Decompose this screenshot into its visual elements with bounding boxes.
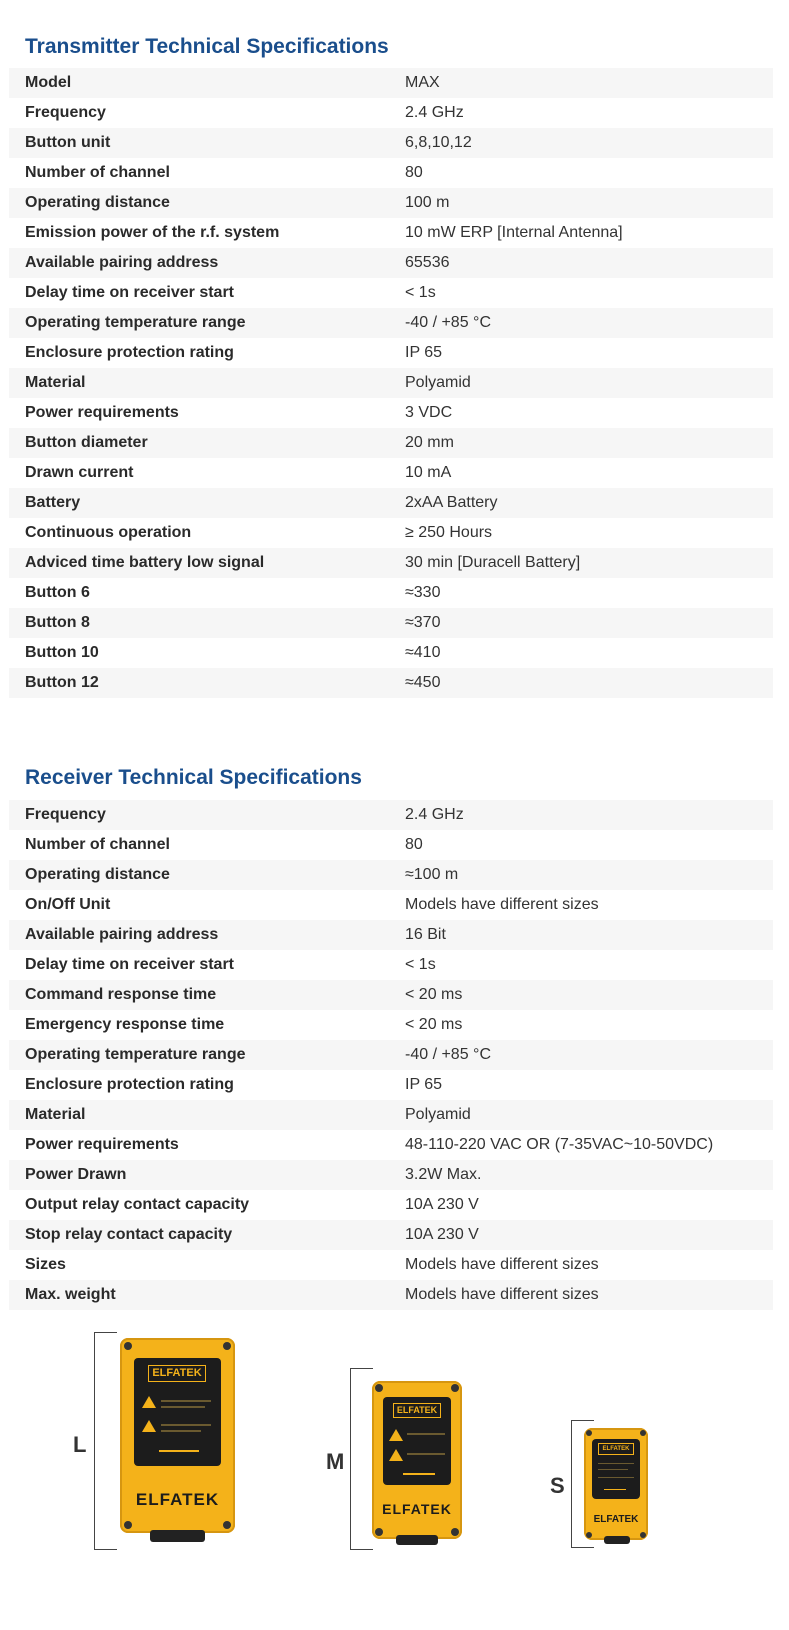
spec-row bbox=[9, 950, 773, 980]
screw-icon bbox=[451, 1528, 459, 1536]
spec-value: 48-110-220 VAC OR (7-35VAC~10-50VDC) bbox=[405, 1136, 714, 1153]
spec-label: Available pairing address bbox=[9, 920, 405, 950]
spec-label: Button diameter bbox=[9, 428, 405, 458]
spec-row bbox=[9, 638, 773, 668]
spec-row bbox=[9, 800, 773, 830]
spec-label: Emission power of the r.f. system bbox=[25, 224, 280, 241]
spec-label: Material bbox=[9, 1100, 405, 1130]
screw-icon bbox=[375, 1528, 383, 1536]
spec-label: Number of channel bbox=[25, 164, 170, 181]
spec-row bbox=[9, 278, 773, 308]
spec-row bbox=[9, 518, 773, 548]
screw-icon bbox=[223, 1521, 231, 1529]
device-medium bbox=[322, 1365, 472, 1550]
spec-label: Number of channel bbox=[25, 836, 170, 853]
spec-row bbox=[9, 488, 773, 518]
spec-label: On/Off Unit bbox=[25, 896, 111, 913]
spec-value: < 1s bbox=[405, 956, 436, 973]
spec-value: 10A 230 V bbox=[405, 1196, 479, 1213]
screw-icon bbox=[124, 1521, 132, 1529]
spec-label: Operating temperature range bbox=[9, 1040, 405, 1070]
warning-icon bbox=[142, 1396, 156, 1408]
spec-row bbox=[9, 98, 773, 128]
spec-value: 30 min [Duracell Battery] bbox=[405, 548, 773, 578]
spec-row bbox=[9, 188, 773, 218]
spec-value: ≈370 bbox=[405, 608, 773, 638]
spec-value: ≈330 bbox=[405, 584, 441, 601]
device-label-panel bbox=[592, 1439, 640, 1499]
warning-icon bbox=[389, 1449, 403, 1461]
spec-label: Power Drawn bbox=[9, 1160, 405, 1190]
warning-icon bbox=[142, 1420, 156, 1432]
spec-value: 10 mA bbox=[405, 464, 452, 481]
device-logo: ELFATEK bbox=[393, 1403, 441, 1418]
spec-row bbox=[9, 668, 773, 698]
spec-label: Button unit bbox=[9, 128, 405, 158]
spec-label: Enclosure protection rating bbox=[25, 344, 234, 361]
spec-value: < 1s bbox=[405, 284, 436, 301]
spec-label: Enclosure protection rating bbox=[25, 1076, 234, 1093]
spec-label: Continuous operation bbox=[25, 524, 192, 541]
spec-row bbox=[9, 1040, 773, 1070]
spec-value: < 20 ms bbox=[405, 1016, 463, 1033]
spec-row bbox=[9, 1160, 773, 1190]
spec-row bbox=[9, 1070, 773, 1100]
spec-value: 6,8,10,12 bbox=[405, 128, 773, 158]
device-label-panel bbox=[134, 1358, 221, 1466]
spec-label: Drawn current bbox=[25, 464, 134, 481]
spec-label: Material bbox=[9, 368, 405, 398]
size-label-small: S bbox=[550, 1473, 565, 1498]
spec-row bbox=[9, 368, 773, 398]
spec-label: Operating distance bbox=[9, 188, 405, 218]
spec-row bbox=[9, 428, 773, 458]
spec-row bbox=[9, 218, 773, 248]
spec-value: 100 m bbox=[405, 188, 773, 218]
screw-icon bbox=[223, 1342, 231, 1350]
spec-label: Available pairing address bbox=[9, 248, 405, 278]
receiver-title: Receiver Technical Specifications bbox=[25, 766, 362, 789]
spec-value: ≈410 bbox=[405, 644, 441, 661]
screw-icon bbox=[586, 1430, 592, 1436]
spec-label: Power requirements bbox=[25, 404, 179, 421]
device-foot bbox=[150, 1530, 205, 1542]
spec-value: < 20 ms bbox=[405, 980, 773, 1010]
spec-row bbox=[9, 830, 773, 860]
spec-label: Delay time on receiver start bbox=[25, 284, 234, 301]
device-foot bbox=[604, 1536, 630, 1544]
spec-value: ≈100 m bbox=[405, 860, 773, 890]
spec-label: Button 8 bbox=[9, 608, 405, 638]
spec-value: Models have different sizes bbox=[405, 1256, 599, 1273]
size-bracket-large bbox=[94, 1332, 117, 1550]
spec-label: Adviced time battery low signal bbox=[9, 548, 405, 578]
spec-value: 10 mW ERP [Internal Antenna] bbox=[405, 224, 623, 241]
screw-icon bbox=[451, 1384, 459, 1392]
device-logo: ELFATEK bbox=[148, 1365, 206, 1382]
spec-value: Models have different sizes bbox=[405, 896, 599, 913]
spec-value: 16 Bit bbox=[405, 920, 773, 950]
spec-value: 80 bbox=[405, 164, 423, 181]
spec-value: ≥ 250 Hours bbox=[405, 524, 493, 541]
device-brand: ELFATEK bbox=[382, 1501, 452, 1517]
spec-row bbox=[9, 1130, 773, 1160]
spec-row bbox=[9, 128, 773, 158]
spec-value: 3.2W Max. bbox=[405, 1160, 773, 1190]
spec-label: Operating temperature range bbox=[9, 308, 405, 338]
spec-row bbox=[9, 1250, 773, 1280]
device-label-panel bbox=[383, 1397, 451, 1485]
transmitter-spec-table bbox=[9, 68, 773, 698]
spec-value: 10A 230 V bbox=[405, 1220, 773, 1250]
spec-row bbox=[9, 308, 773, 338]
spec-row bbox=[9, 920, 773, 950]
spec-row bbox=[9, 890, 773, 920]
spec-row bbox=[9, 338, 773, 368]
device-brand: ELFATEK bbox=[593, 1514, 639, 1525]
device-brand: ELFATEK bbox=[135, 1490, 220, 1509]
spec-label: Frequency bbox=[9, 800, 405, 830]
spec-label: Button 12 bbox=[9, 668, 405, 698]
spec-row bbox=[9, 1280, 773, 1310]
spec-row bbox=[9, 1190, 773, 1220]
spec-label: Button 10 bbox=[25, 644, 99, 661]
size-bracket-medium bbox=[350, 1368, 373, 1550]
spec-value: 2xAA Battery bbox=[405, 488, 773, 518]
device-body-small bbox=[584, 1428, 648, 1540]
receiver-spec-table bbox=[9, 800, 773, 1310]
spec-value: MAX bbox=[405, 68, 773, 98]
spec-row bbox=[9, 1100, 773, 1130]
screw-icon bbox=[640, 1430, 646, 1436]
screw-icon bbox=[124, 1342, 132, 1350]
spec-label: Emergency response time bbox=[25, 1016, 225, 1033]
spec-value: IP 65 bbox=[405, 344, 443, 361]
spec-row bbox=[9, 248, 773, 278]
warning-icon bbox=[389, 1429, 403, 1441]
spec-label: Button 6 bbox=[25, 584, 90, 601]
spec-row bbox=[9, 860, 773, 890]
screw-icon bbox=[640, 1532, 646, 1538]
device-body-large bbox=[120, 1338, 235, 1533]
spec-row bbox=[9, 980, 773, 1010]
spec-value: 65536 bbox=[405, 248, 773, 278]
size-label-large: L bbox=[73, 1432, 87, 1457]
spec-value: 20 mm bbox=[405, 428, 773, 458]
spec-row bbox=[9, 158, 773, 188]
device-logo: ELFATEK bbox=[598, 1443, 634, 1455]
spec-value: -40 / +85 °C bbox=[405, 1040, 773, 1070]
spec-row bbox=[9, 398, 773, 428]
spec-row bbox=[9, 1220, 773, 1250]
device-large bbox=[70, 1330, 250, 1552]
spec-value: ≈450 bbox=[405, 668, 773, 698]
spec-row bbox=[9, 458, 773, 488]
spec-value: 80 bbox=[405, 836, 423, 853]
spec-value: Models have different sizes bbox=[405, 1280, 773, 1310]
spec-row bbox=[9, 548, 773, 578]
device-foot bbox=[396, 1535, 438, 1545]
size-label-medium: M bbox=[326, 1449, 345, 1474]
spec-value: 2.4 GHz bbox=[405, 800, 773, 830]
spec-label: Battery bbox=[9, 488, 405, 518]
spec-value: IP 65 bbox=[405, 1076, 443, 1093]
spec-value: Polyamid bbox=[405, 368, 773, 398]
spec-label: Output relay contact capacity bbox=[25, 1196, 250, 1213]
spec-label: Max. weight bbox=[9, 1280, 405, 1310]
spec-label: Model bbox=[9, 68, 405, 98]
spec-value: -40 / +85 °C bbox=[405, 308, 773, 338]
screw-icon bbox=[375, 1384, 383, 1392]
spec-label: Power requirements bbox=[25, 1136, 179, 1153]
spec-row bbox=[9, 608, 773, 638]
spec-row bbox=[9, 68, 773, 98]
spec-value: Polyamid bbox=[405, 1100, 773, 1130]
spec-value: 2.4 GHz bbox=[405, 104, 464, 121]
spec-label: Frequency bbox=[25, 104, 106, 121]
spec-label: Sizes bbox=[25, 1256, 66, 1273]
device-small bbox=[548, 1418, 658, 1550]
spec-value: 3 VDC bbox=[405, 404, 453, 421]
spec-row bbox=[9, 578, 773, 608]
spec-label: Delay time on receiver start bbox=[25, 956, 234, 973]
spec-label: Operating distance bbox=[9, 860, 405, 890]
transmitter-title: Transmitter Technical Specifications bbox=[25, 35, 389, 58]
spec-row bbox=[9, 1010, 773, 1040]
screw-icon bbox=[586, 1532, 592, 1538]
spec-label: Stop relay contact capacity bbox=[9, 1220, 405, 1250]
spec-label: Command response time bbox=[9, 980, 405, 1010]
device-body-medium bbox=[372, 1381, 462, 1539]
